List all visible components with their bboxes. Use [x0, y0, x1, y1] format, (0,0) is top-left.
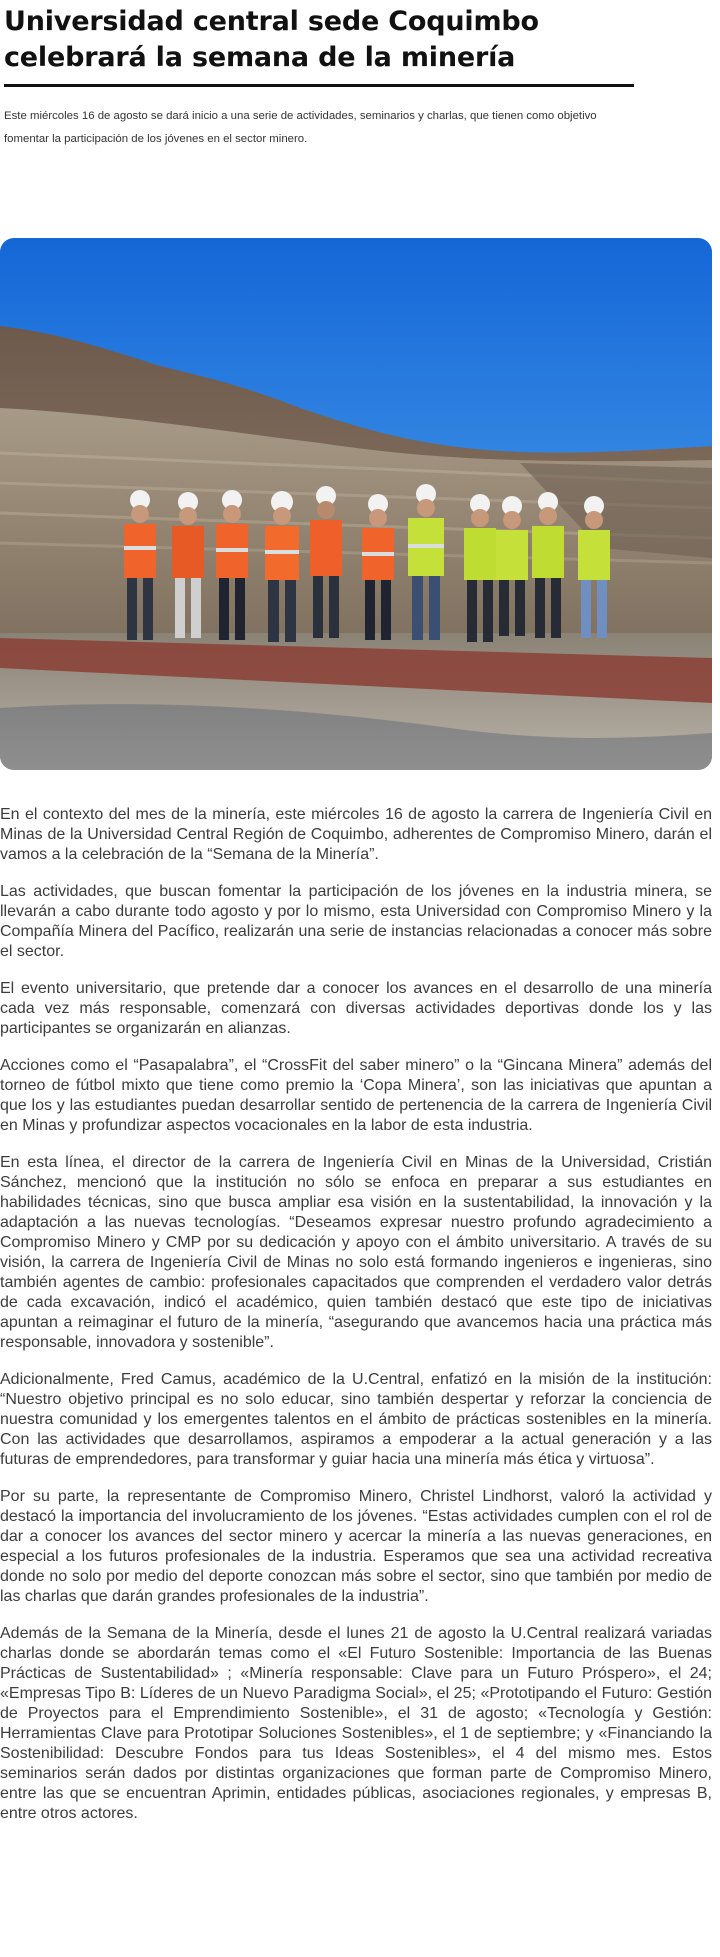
body-paragraph: El evento universitario, que pretende dar a conocer los avances en el desarrollo de una minería cada vez más responsable, comenzará con diversas actividades deportivas donde los y las participantes se organizarán en alianzas.: [0, 980, 712, 1037]
body-paragraph: En el contexto del mes de la minería, este miércoles 16 de agosto la carrera de Ingeniería Civil en Minas de la Universidad Central Región de Coquimbo, adherentes de Compromiso Minero, darán el vamos a la celebración de la “Semana de la Minería”.: [0, 806, 712, 863]
article-photo: [0, 238, 712, 770]
article-body: [0, 805, 712, 1841]
body-paragraph: Las actividades, que buscan fomentar la participación de los jóvenes en la industria minera, se llevarán a cabo durante todo agosto y por lo mismo, esta Universidad con Compromiso Minero y la Compañía Minera del Pacífico, realizarán una serie de instancias relacionadas a conocer más sobre el sector.: [0, 883, 712, 960]
body-paragraph: En esta línea, el director de la carrera de Ingeniería Civil en Minas de la Universidad, Cristián Sánchez, mencionó que la institución no sólo se enfoca en preparar a sus estudiantes en habilidades técnicas, sino que busca ampliar esa visión en la sustentabilidad, la innovación y la adaptación a las nuevas tecnologías. “Deseamos expresar nuestro profundo agradecimiento a Compromiso Minero y CMP por su dedicación y apoyo con el ámbito universitario. A través de su visión, la carrera de Ingeniería Civil de Minas no solo está formando ingenieros e ingenieras, sino también agentes de cambio: profesionales capacitados que comprenden el verdadero valor detrás de cada excavación, indicó el académico, quien también destacó que este tipo de iniciativas apuntan a reimaginar el futuro de la minería, “asegurando que avancemos hacia una práctica más responsable, innovadora y sostenible”.: [0, 1154, 712, 1351]
article-lead: Este miércoles 16 de agosto se dará inicio a una serie de actividades, seminarios y charlas, que tienen como objetivo fomentar la participación de los jóvenes en el sector minero.: [4, 110, 597, 145]
article-headline: Universidad central sede Coquimbo celebrará la semana de la minería: [4, 6, 539, 73]
body-paragraph: Acciones como el “Pasapalabra”, el “CrossFit del saber minero” o la “Gincana Minera” además del torneo de fútbol mixto que tiene como premio la ‘Copa Minera’, son las iniciativas que apuntan a que los y las estudiantes puedan desarrollar sentido de pertenencia de la carrera de Ingeniería Civil en Minas y profundizar aspectos vocacionales en la labor de esta industria.: [0, 1057, 712, 1134]
headline-divider: [4, 84, 634, 87]
body-paragraph: Adicionalmente, Fred Camus, académico de la U.Central, enfatizó en la misión de la institución: “Nuestro objetivo principal es no solo educar, sino también despertar y reforzar la conciencia de nuestra comunidad y los emergentes talentos en el ámbito de prácticas sostenibles en la minería. Con las actividades que desarrollamos, aspiramos a empoderar a la actual generación y a las futuras de emprendedores, para transformar y guiar hacia una minería más ética y virtuosa”.: [0, 1371, 712, 1468]
body-paragraph: Por su parte, la representante de Compromiso Minero, Christel Lindhorst, valoró la actividad y destacó la importancia del involucramiento de los jóvenes. “Estas actividades cumplen con el rol de dar a conocer los avances del sector minero y acercar la minería a las nuevas generaciones, en especial a los futuros profesionales de la industria. Esperamos que sea una actividad recreativa donde no solo por medio del deporte conozcan más sobre el sector, sino que también por medio de las charlas que darán grandes profesionales de la industria”.: [0, 1488, 712, 1605]
body-paragraph: Además de la Semana de la Minería, desde el lunes 21 de agosto la U.Central realizará variadas charlas donde se abordarán temas como el «El Futuro Sostenible: Importancia de las Buenas Prácticas de Sustentabilidad» ; «Minería responsable: Clave para un Futuro Próspero», el 24; «Empresas Tipo B: Líderes de un Nuevo Paradigma Social», el 25; «Prototipando el Futuro: Gestión de Proyectos para el Emprendimiento Sostenible», el 31 de agosto; «Tecnología y Gestión: Herramientas Clave para Prototipar Soluciones Sostenibles», el 1 de septiembre; y «Financiando la Sostenibilidad: Descubre Fondos para tus Ideas Sostenibles», el 4 del mismo mes. Estos seminarios serán dados por distintas organizaciones que forman parte de Compromiso Minero, entre las que se encuentran Aprimin, entidades públicas, asociaciones regionales, y empresas B, entre otros actores.: [0, 1625, 712, 1822]
article: [4, 0, 716, 151]
